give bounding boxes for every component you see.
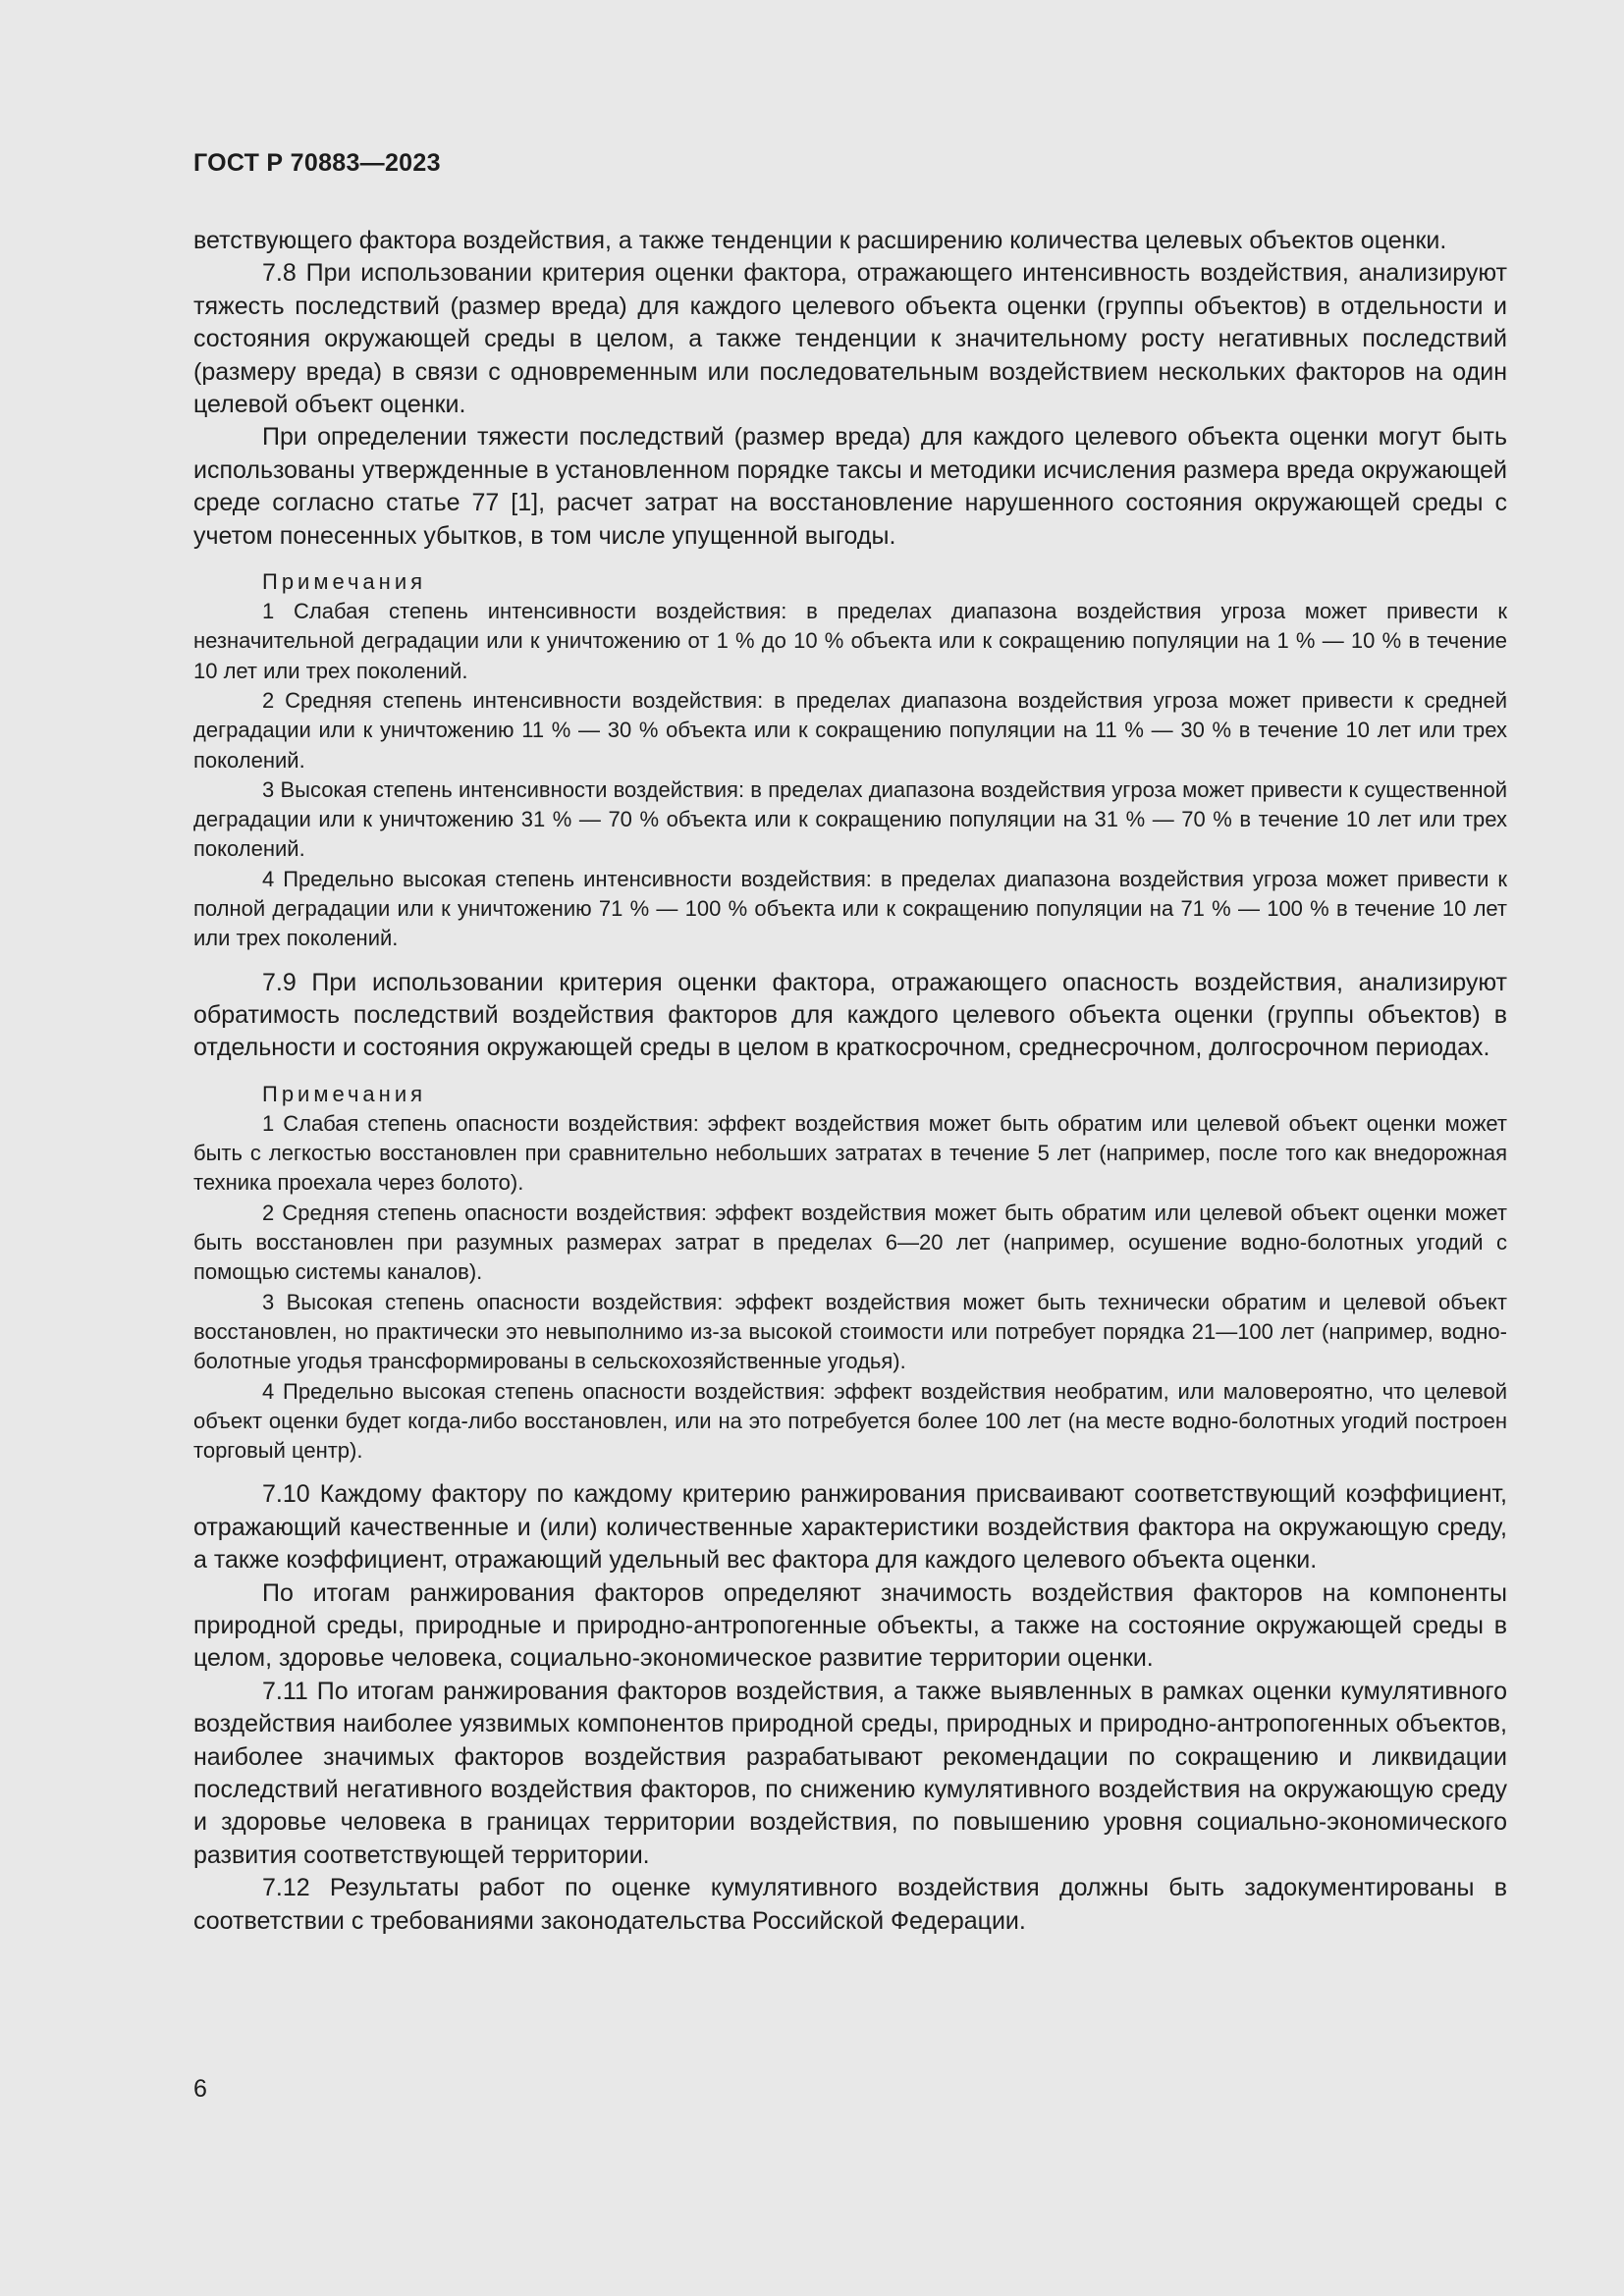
- paragraph-harm-assessment: При определении тяжести последствий (размер вреда) для каждого целевого объекта оценки могут быть использованы утвержденные в установленном порядке таксы и методики исчисления размера вреда окружающей среде согласно статье 77 [1], расчет затрат на восстановление нарушенного состояния окружающей среды с учетом понесенных убытков, в том числе упущенной выгоды.: [193, 423, 1507, 550]
- paragraph-continuation: ветствующего фактора воздействия, а также тенденции к расширению количества целевых объектов оценки.: [193, 227, 1447, 254]
- note-item: 4 Предельно высокая степень опасности воздействия: эффект воздействия необратим, или маловероятно, что целевой объект оценки будет когда-либо восстановлен, или на это потребуется более 100 лет (на месте водно-болотных угодий построен торговый центр).: [193, 1378, 1507, 1464]
- paragraph-ranking-results: По итогам ранжирования факторов определяют значимость воздействия факторов на компоненты природной среды, природные и природно-антропогенные объекты, а также на состояние окружающей среды в целом, здоровье человека, социально-экономическое развитие территории оценки.: [193, 1578, 1507, 1673]
- paragraph-7-11: 7.11 По итогам ранжирования факторов воздействия, а также выявленных в рамках оценки кумулятивного воздействия наиболее уязвимых компонентов природной среды, природных и природно-антропогенных объектов, наиболее значимых факторов воздействия разрабатывают рекомендации по сокращению и ликвидации последствий негативного воздействия факторов, по снижению кумулятивного воздействия на окружающую среду и здоровье человека в границах территории воздействия, по повышению уровня социально-экономического развития соответствующей территории.: [193, 1677, 1507, 1869]
- paragraph-7-8: 7.8 При использовании критерия оценки фактора, отражающего интенсивность воздействия, анализируют тяжесть последствий (размер вреда) для каждого целевого объекта оценки (группы объектов) в отдельности и состояния окружающей среды в целом, а также тенденции к значительному росту негативных последствий (размеру вреда) в связи с одновременным или последовательным воздействием нескольких факторов на один целевой объект оценки.: [193, 259, 1507, 419]
- paragraph-7-10: 7.10 Каждому фактору по каждому критерию ранжирования присваивают соответствующий коэффициент, отражающий качественные и (или) количественные характеристики воздействия фактора на окружающую среду, а также коэффициент, отражающий удельный вес фактора для каждого целевого объекта оценки.: [193, 1480, 1507, 1575]
- note-item: 3 Высокая степень опасности воздействия: эффект воздействия может быть технически обратим и целевой объект восстановлен, но практически это невыполнимо из-за высокой стоимости или потребует порядка 21—100 лет (например, водно-болотные угодья трансформированы в сельскохозяйственные угодья).: [193, 1289, 1507, 1374]
- document-header-title: ГОСТ Р 70883—2023: [193, 149, 441, 177]
- note-item: 1 Слабая степень интенсивности воздействия: в пределах диапазона воздействия угроза может привести к незначительной деградации или к уничтожению от 1 % до 10 % объекта или к сокращению популяции на 1 % — 10 % в течение 10 лет или трех поколений.: [193, 599, 1507, 683]
- paragraph-7-9: 7.9 При использовании критерия оценки фактора, отражающего опасность воздействия, анализируют обратимость последствий воздействия факторов для каждого целевого объекта оценки (группы объектов) в отдельности и состояния окружающей среды в целом в краткосрочном, среднесрочном, долгосрочном периодах.: [193, 968, 1507, 1062]
- notes-title: Примечания: [262, 569, 427, 595]
- note-item: 2 Средняя степень опасности воздействия: эффект воздействия может быть обратим или целевой объект оценки может быть восстановлен при разумных размерах затрат в пределах 6—20 лет (например, осушение водно-болотных угодий с помощью системы каналов).: [193, 1200, 1507, 1285]
- note-item: 1 Слабая степень опасности воздействия: эффект воздействия может быть обратим или целевой объект оценки может быть с легкостью восстановлен при сравнительно небольших затратах в течение 5 лет (например, после того как внедорожная техника проехала через болото).: [193, 1110, 1507, 1196]
- notes-title: Примечания: [262, 1081, 427, 1106]
- notes-intensity: [193, 567, 1507, 954]
- note-item: 4 Предельно высокая степень интенсивности воздействия: в пределах диапазона воздействия угроза может привести к полной деградации или к уничтожению 71 % — 100 % объекта или к сокращению популяции на 71 % — 100 % в течение 10 лет или трех поколений.: [193, 866, 1507, 951]
- notes-danger: [193, 1080, 1507, 1467]
- page-number: 6: [193, 2075, 207, 2103]
- paragraph-7-12: 7.12 Результаты работ по оценке кумулятивного воздействия должны быть задокументированы в соответствии с требованиями законодательства Российской Федерации.: [193, 1874, 1507, 1935]
- document-body: [193, 225, 1507, 1938]
- note-item: 3 Высокая степень интенсивности воздействия: в пределах диапазона воздействия угроза может привести к существенной деградации или к уничтожению 31 % — 70 % объекта или к сокращению популяции на 31 % — 70 % в течение 10 лет или трех поколений.: [193, 776, 1507, 862]
- note-item: 2 Средняя степень интенсивности воздействия: в пределах диапазона воздействия угроза может привести к средней деградации или к уничтожению 11 % — 30 % объекта или к сокращению популяции на 11 % — 30 % в течение 10 лет или трех поколений.: [193, 687, 1507, 773]
